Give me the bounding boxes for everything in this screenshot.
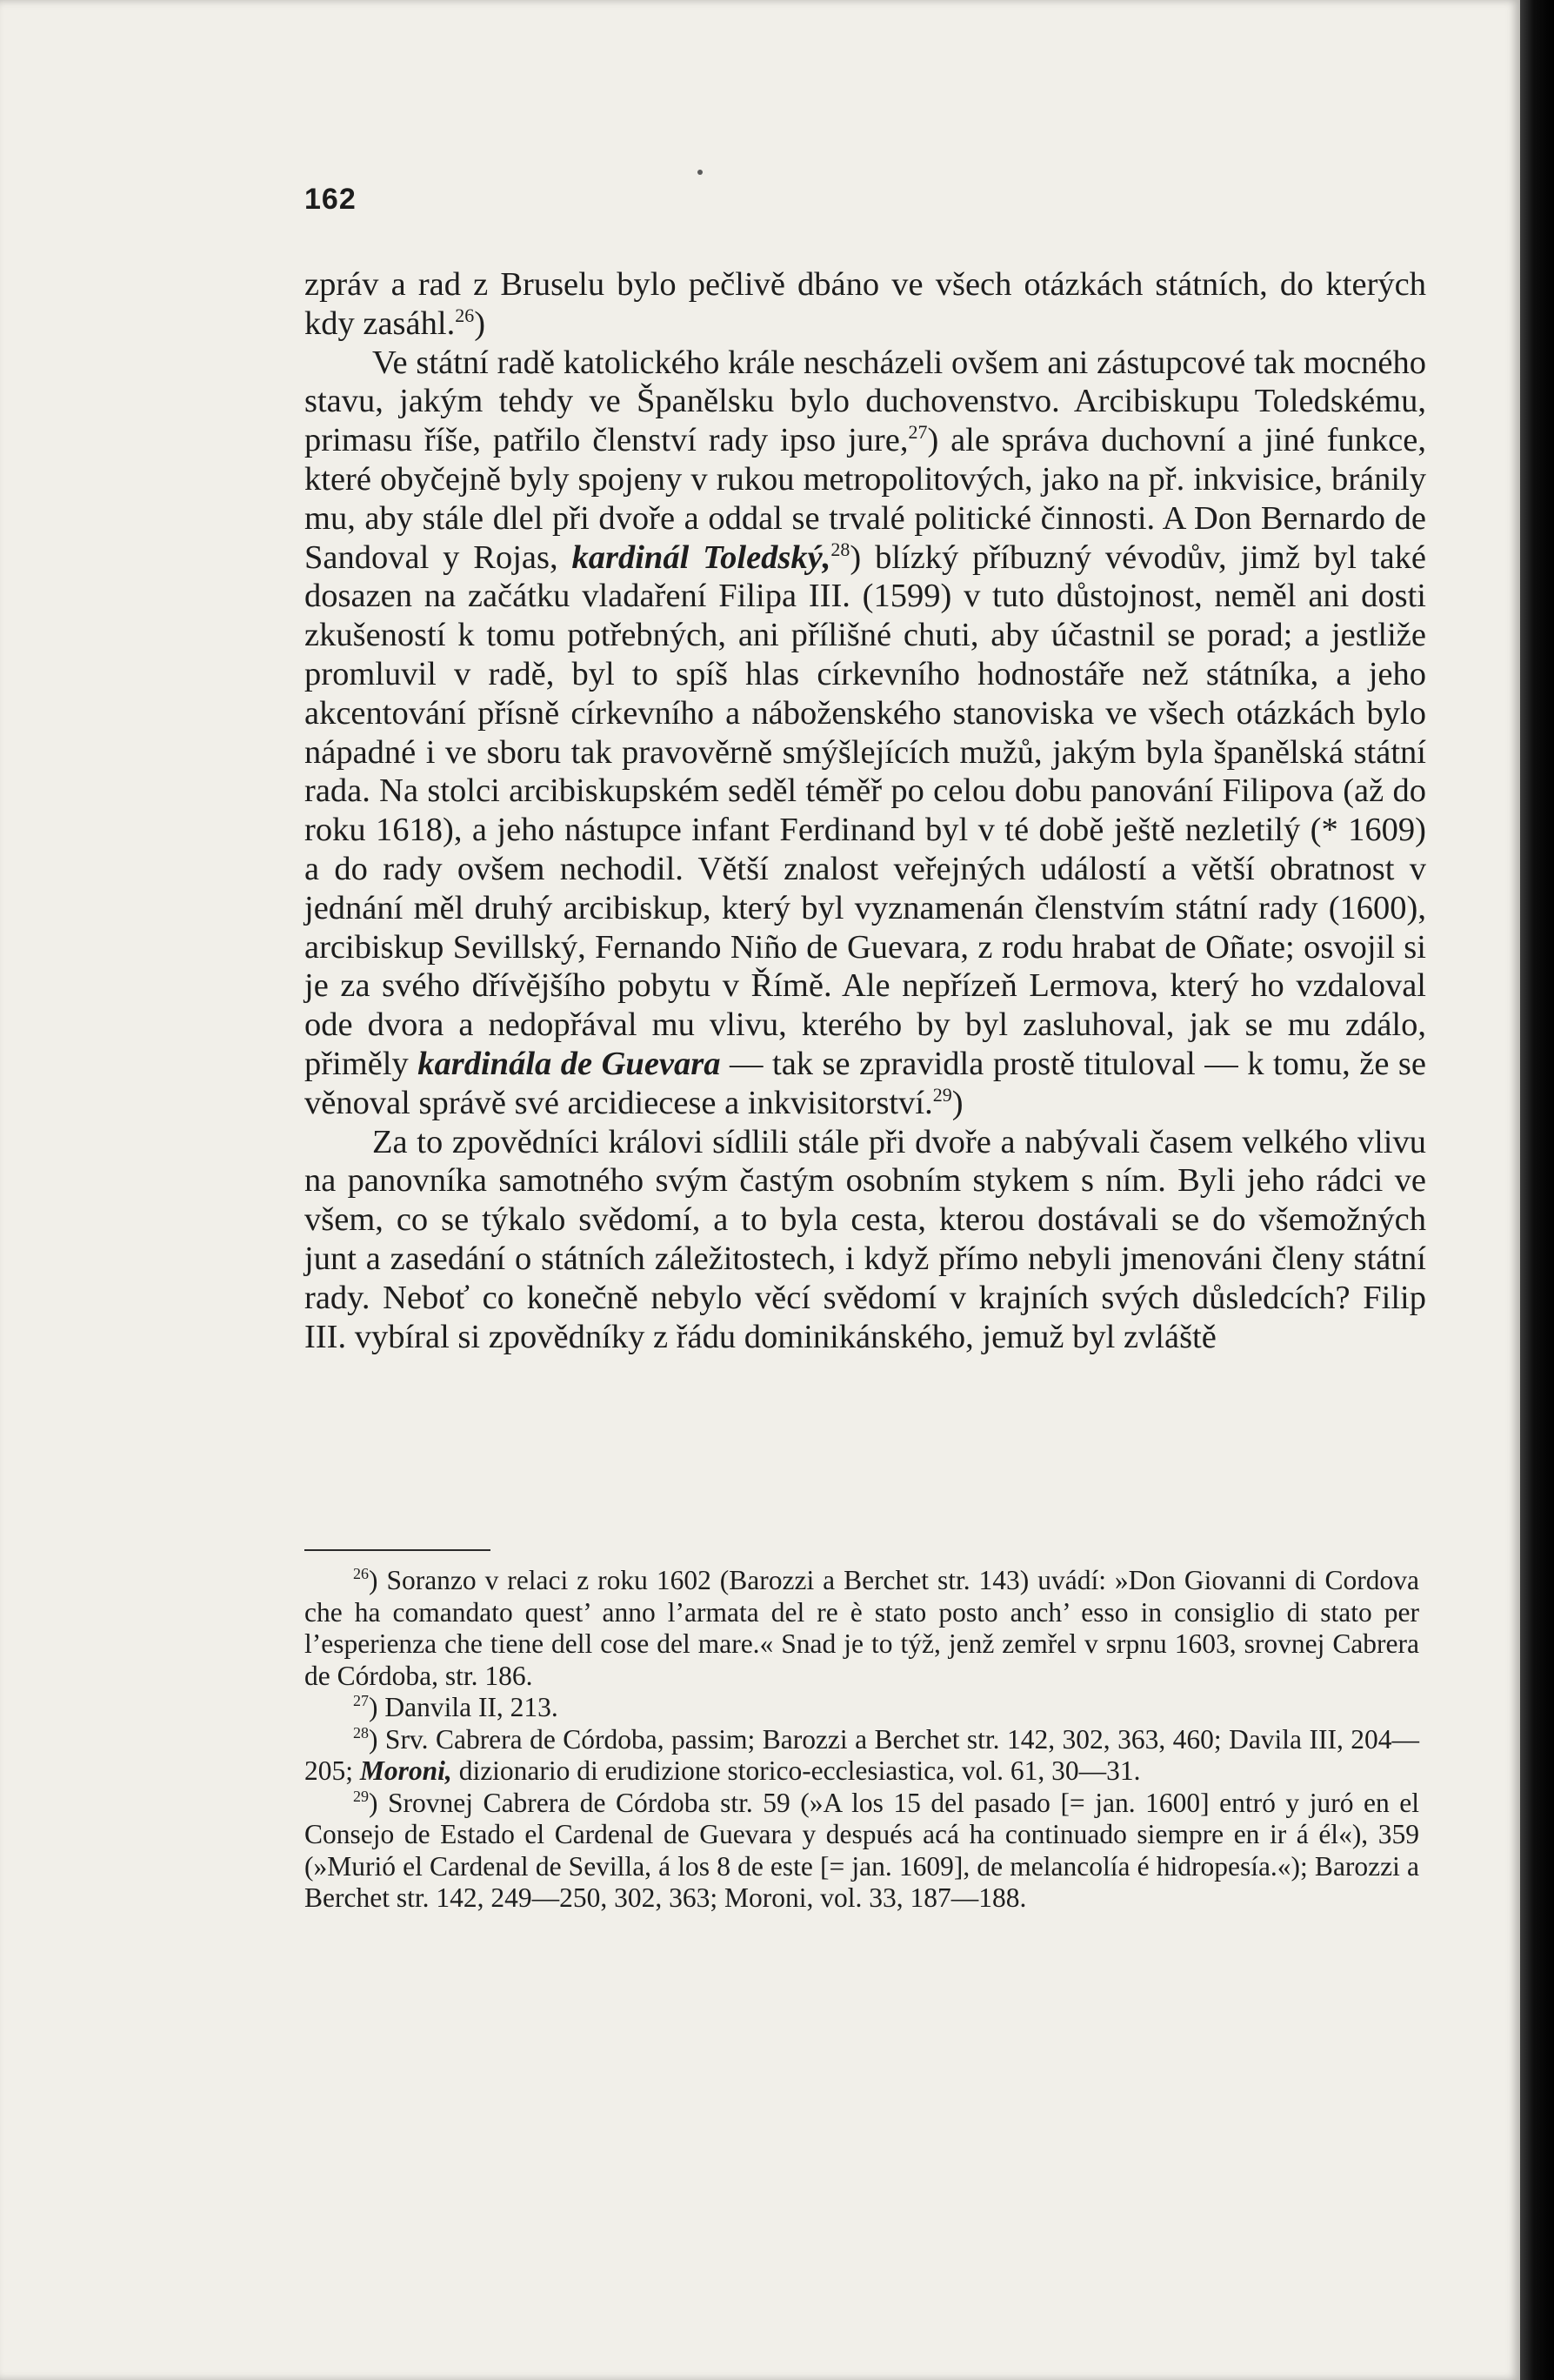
footnote-29-mark: 29 bbox=[353, 1787, 369, 1805]
main-text bbox=[304, 265, 1426, 1356]
footnote-ref-27: 27 bbox=[908, 421, 928, 444]
footnote-27 bbox=[304, 1692, 1419, 1724]
paragraph-2-text-c: ) blízký příbuzný vévodův, jimž byl také dosazen na začátku vladaření Filipa III. (1599) v tuto důstojnost, neměl ani dosti zkušeností k tomu potřebných, ani přílišné chuti, aby účastnil se porad; a jestliže promluvil v radě, byl to spíš hlas církevního hodnostáře než státníka, a jeho akcentování přísně církevního a náboženského stanoviska ve všech otázkách bylo nápadné i ve sboru tak pravověrně smýšlejících mužů, jakým byla španělská státní rada. Na stolci arcibiskupském seděl téměř po celou dobu panování Filipova (až do roku 1618), a jeho nástupce infant Ferdinand byl v té době ještě nezletilý (* 1609) a do rady ovšem nechodil. Větší znalost veřejných událostí a větší obratnost v jednání měl druhý arcibiskup, který byl vyznamenán členstvím státní rady (1600), arcibiskup Sevillský, Fernando Niño de Guevara, z rodu hrabat de Oñate; osvojil si je za svého dřívějšího pobytu v Římě. Ale nepřízeň Lermova, který ho vzdaloval ode dvora a nedopřával mu vlivu, kterého by byl zasluhoval, jak se mu zdálo, přiměly bbox=[304, 538, 1426, 1082]
footnote-ref-26: 26 bbox=[455, 304, 475, 326]
footnote-28-text-a: ) Srv. Cabrera de Córdoba, passim; Barozzi a Berchet str. 142, 302, 363, 460; Davila III, 204—205; bbox=[304, 1723, 1419, 1786]
scan-edge-shadow bbox=[1520, 0, 1554, 2380]
emphasis-kardinala-de-guevara: kardinála de Guevara bbox=[417, 1045, 721, 1082]
paragraph-2-text-end: ) bbox=[951, 1084, 964, 1121]
emphasis-kardinal-toledsky: kardinál Toledský, bbox=[571, 538, 831, 576]
footnote-divider bbox=[304, 1549, 490, 1551]
footnote-28-text-b: dizionario di erudizione storico-ecclesiastica, vol. 61, 30—31. bbox=[451, 1755, 1141, 1786]
paragraph-3: Za to zpovědníci královi sídlili stále při dvoře a nabývali časem velkého vlivu na panovníka samotného svým častým osobním stykem s ním. Byli jeho rádci ve všem, co se týkalo svědomí, a to byla cesta, kterou dostávali se do všemožných junt a zasedání o státních záležitostech, i když přímo nebyli jmenováni členy státní rady. Neboť co konečně nebylo věcí svědomí v krajních svých důsledcích? Filip III. vybíral si zpovědníky z řádu dominikánského, jemuž byl zvláště bbox=[304, 1123, 1426, 1355]
paragraph-1-text: zpráv a rad z Bruselu bylo pečlivě dbáno ve všech otázkách státních, do kterých kdy zasáhl. bbox=[304, 266, 1426, 342]
paragraph-1-text-end: ) bbox=[474, 304, 486, 342]
footnote-29-text: ) Srovnej Cabrera de Córdoba str. 59 (»A los 15 del pasado [= jan. 1600] entró y juró en el Consejo de Estado el Cardenal de Guevara y después acá ha continuado siempre en ir á él«), 359 (»Murió el Cardenal de Sevilla, á los 8 de este [= jan. 1609], de melancolía é hidropesía.«); Barozzi a Berchet str. 142, 249—250, 302, 363; Moroni, vol. 33, 187—188. bbox=[304, 1787, 1419, 1913]
footnotes bbox=[304, 1565, 1419, 1915]
footnote-26-text: ) Soranzo v relaci z roku 1602 (Barozzi a Berchet str. 143) uvádí: »Don Giovanni di Cordova che ha comandato quest’ anno l’armata del re è stato posto anch’ esso in consiglio di stato per l’esperienza che tiene dell cose del mare.« Snad je to týž, jenž zemřel v srpnu 1603, srovnej Cabrera de Córdoba, str. 186. bbox=[304, 1565, 1419, 1691]
footnote-28-mark: 28 bbox=[353, 1723, 369, 1742]
paragraph-2-text-b: ) ale správa duchovní a jiné funkce, které obyčejně byly spojeny v rukou metropolitových, jako na př. inkvisice, bránily mu, aby stále dlel při dvoře a oddal se trvalé politické činnosti. A Don Bernardo de Sandoval y Rojas, bbox=[304, 422, 1426, 576]
footnote-29 bbox=[304, 1788, 1419, 1915]
footnote-ref-29: 29 bbox=[932, 1083, 952, 1106]
page-number: 162 bbox=[304, 183, 357, 216]
paragraph-1 bbox=[304, 265, 1426, 344]
footnote-27-text: ) Danvila II, 213. bbox=[369, 1692, 558, 1722]
footnote-26 bbox=[304, 1565, 1419, 1692]
ink-speck bbox=[697, 170, 703, 175]
footnote-28 bbox=[304, 1724, 1419, 1788]
paragraph-2 bbox=[304, 344, 1426, 1123]
paragraph-2-text-a: Ve státní radě katolického krále nescházeli ovšem ani zástupcové tak mocného stavu, jakým tehdy ve Španělsku bylo duchovenstvo. Arcibiskupu Toledskému, primasu říše, patřilo členství rady ipso jure, bbox=[304, 344, 1426, 459]
footnote-27-mark: 27 bbox=[353, 1692, 369, 1709]
footnote-28-italic: Moroni, bbox=[359, 1755, 452, 1786]
footnote-ref-28: 28 bbox=[830, 538, 850, 560]
paragraph-2-text-d: — tak se zpravidla prostě tituloval — k tomu, že se věnoval správě své arcidiecese a inkvisitorství. bbox=[304, 1045, 1426, 1121]
footnote-26-mark: 26 bbox=[353, 1565, 369, 1582]
